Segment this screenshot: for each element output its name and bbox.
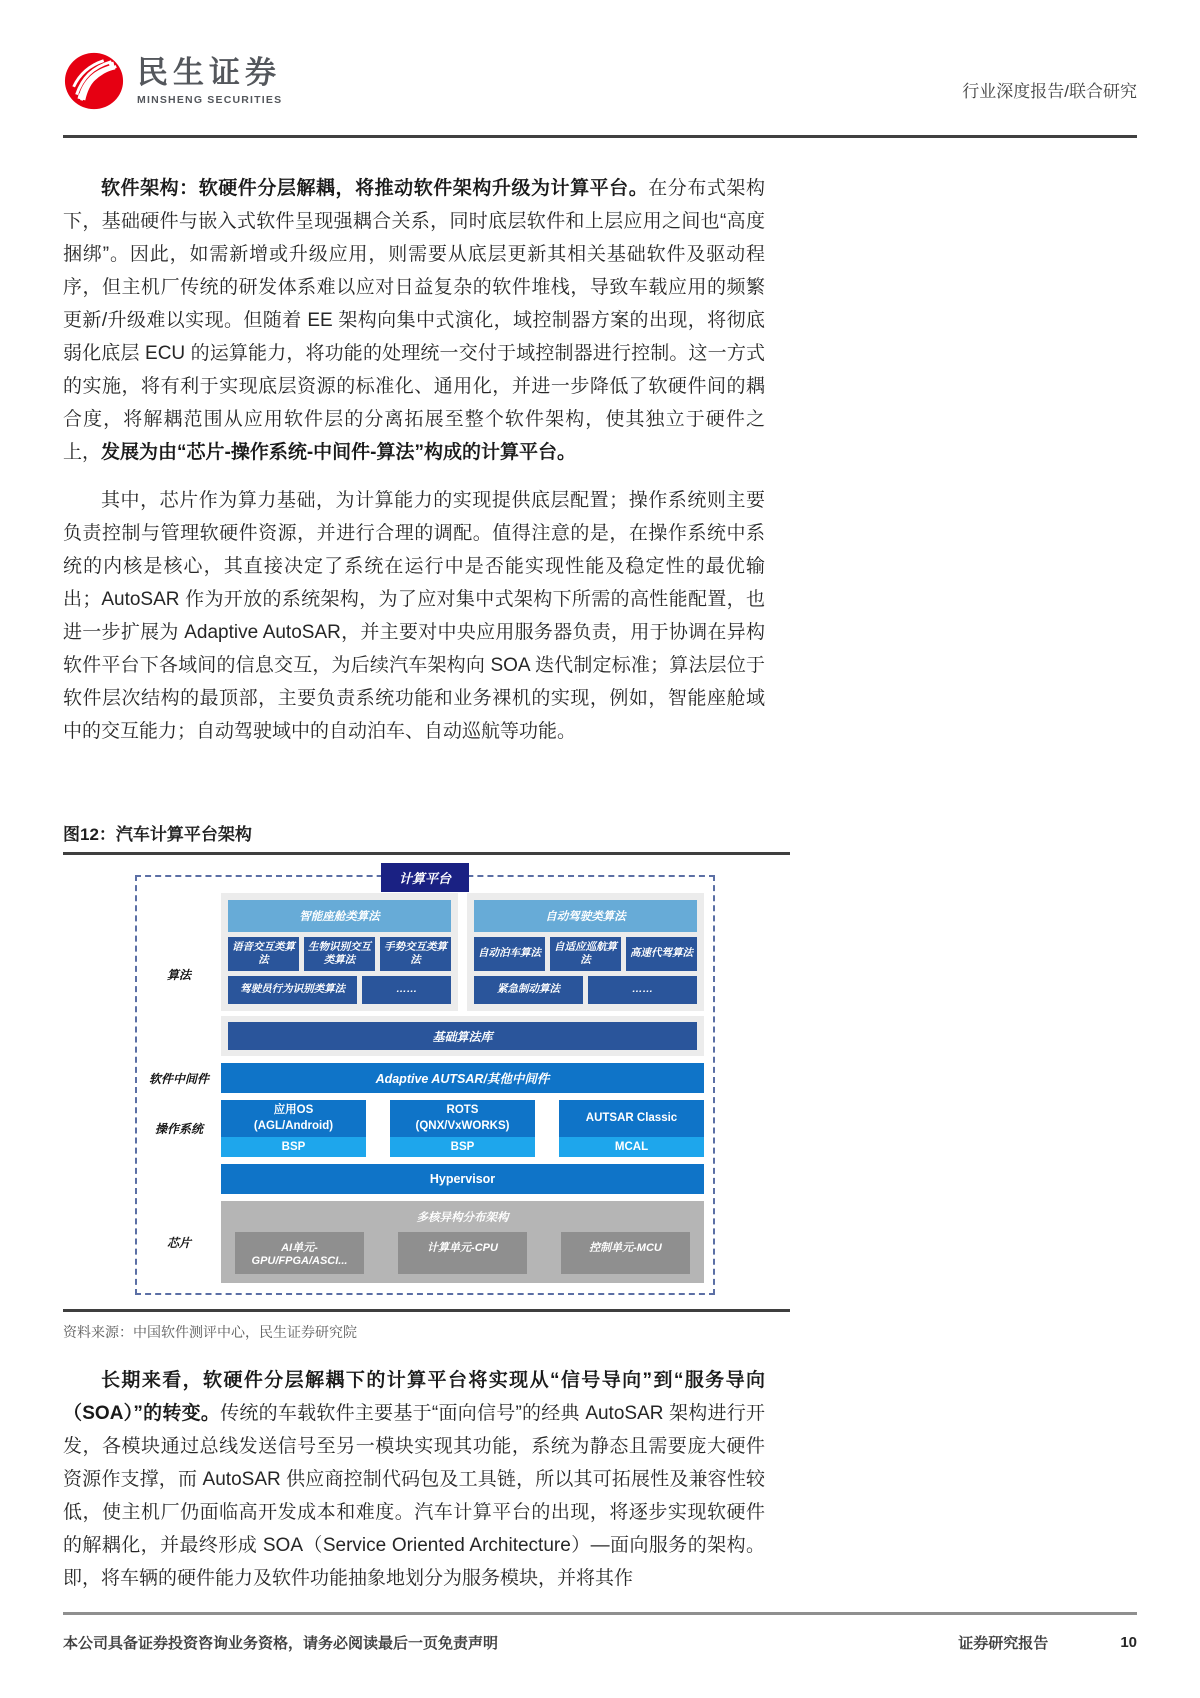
paragraph-1-bold-tail: 发展为由“芯片-操作系统-中间件-算法”构成的计算平台。 bbox=[101, 442, 576, 463]
os-name: 应用OS bbox=[273, 1104, 314, 1116]
footer-disclaimer: 本公司具备证券投资咨询业务资格，请务必阅读最后一页免责声明 bbox=[63, 1635, 499, 1652]
chip-panel bbox=[221, 1201, 704, 1283]
platform-dashed-box bbox=[135, 871, 715, 1295]
brand-name-cn: 民生证券 bbox=[137, 55, 281, 91]
header-divider bbox=[63, 135, 1137, 138]
platform-tag: 计算平台 bbox=[381, 863, 469, 892]
paragraph-3-bold-lead: 长期来看，软硬件分层解耦下的计算平台将实现从“信号导向”到“服务导向（SOA）”的转变。 bbox=[63, 1370, 765, 1425]
chip-panel-header: 多核异构分布架构 bbox=[416, 1212, 509, 1225]
cockpit-panel-header: 智能座舱类算法 bbox=[228, 900, 451, 932]
algorithm-row-label: 算法 bbox=[166, 968, 191, 982]
os-row-label: 操作系统 bbox=[154, 1122, 203, 1137]
os-stack-application bbox=[221, 1100, 366, 1157]
base-algorithm-library-bar: 基础算法库 bbox=[228, 1022, 697, 1050]
footer-report-label: 证券研究报告 bbox=[958, 1635, 1049, 1652]
hypervisor-section bbox=[137, 1164, 704, 1194]
chip-row-label: 芯片 bbox=[166, 1235, 191, 1250]
chip-unit-mcu: 控制单元-MCU bbox=[561, 1232, 690, 1274]
chip-unit-cpu: 计算单元-CPU bbox=[398, 1232, 527, 1274]
paragraph-2 bbox=[63, 484, 765, 748]
figure-title: 图12：汽车计算平台架构 bbox=[63, 825, 252, 844]
paragraph-3-body: 传统的车载软件主要基于“面向信号”的经典 AutoSAR 架构进行开发，各模块通过总线发送信号至另一模块实现其功能，系统为静态且需要庞大硬件资源作支撑，而 AutoSAR 供应商控制代码包及工具链，所以其可拓展性及兼容性较低，使主机厂仍面临高开发成本和难度。汽车计算平台的出现，将逐步实现软硬件的解耦化，并最终形成 SOA（Service Oriented Architecture）—面向服务的架构。即，将车辆的硬件能力及软件功能抽象地划分为服务模块，并将其作 bbox=[63, 1403, 765, 1590]
minsheng-logo bbox=[63, 50, 282, 112]
algorithm-box: 自适应巡航算法 bbox=[550, 937, 621, 971]
paragraph-1 bbox=[63, 172, 765, 469]
page-footer bbox=[63, 1632, 1137, 1653]
minsheng-logo-icon bbox=[63, 50, 125, 112]
page-header bbox=[63, 50, 1137, 112]
driving-algorithms-panel bbox=[467, 893, 704, 1011]
paragraph-1-body: 在分布式架构下，基础硬件与嵌入式软件呈现强耦合关系，同时底层软件和上层应用之间也“高度捆绑”。因此，如需新增或升级应用，则需要从底层更新其相关基础软件及驱动程序，但主机厂传统的研发体系难以应对日益复杂的软件堆栈，导致车载应用的频繁更新/升级难以实现。但随着 EE 架构向集中式演化，域控制器方案的出现，将彻底弱化底层 ECU 的运算能力，将功能的处理统一交付于域控制器进行控制。这一方式的实施，将有利于实现底层资源的标准化、通用化，并进一步降低了软硬件间的耦合度，将解耦范围从应用软件层的分离拓展至整个软件架构，使其独立于硬件之上， bbox=[63, 178, 765, 463]
os-name: ROTS bbox=[446, 1104, 479, 1116]
os-name: AUTSAR Classic bbox=[585, 1111, 678, 1124]
algorithm-box: 紧急制动算法 bbox=[474, 976, 583, 1004]
os-bsp-strip: BSP bbox=[221, 1137, 366, 1157]
algorithm-box: 自动泊车算法 bbox=[474, 937, 545, 971]
algorithm-section bbox=[137, 893, 704, 1056]
os-stack-rtos bbox=[390, 1100, 535, 1157]
figure-bottom-rule bbox=[63, 1309, 790, 1312]
os-detail: (AGL/Android) bbox=[253, 1119, 334, 1132]
footer-divider bbox=[63, 1612, 1137, 1615]
adaptive-autsar-bar: Adaptive AUTSAR/其他中间件 bbox=[221, 1063, 704, 1093]
brand-name-en: MINSHENG SECURITIES bbox=[137, 93, 283, 106]
os-section bbox=[137, 1100, 704, 1157]
paragraph-2-body: 其中，芯片作为算力基础，为计算能力的实现提供底层配置；操作系统则主要负责控制与管理软硬件资源，并进行合理的调配。值得注意的是，在操作系统中系统的内核是核心，其直接决定了系统在运行中是否能实现性能及稳定性的最优输出；AutoSAR 作为开放的系统架构，为了应对集中式架构下所需的高性能配置，也进一步扩展为 Adaptive AutoSAR，并主要对中央应用服务器负责，用于协调在异构软件平台下各域间的信息交互，为后续汽车架构向 SOA 迭代制定标准；算法层位于软件层次结构的最顶部，主要负责系统功能和业务裸机的实现，例如，智能座舱域中的交互能力；自动驾驶域中的自动泊车、自动巡航等功能。 bbox=[63, 490, 765, 742]
algorithm-box: …… bbox=[588, 976, 697, 1004]
report-type-label: 行业深度报告/联合研究 bbox=[962, 82, 1137, 101]
brand-text bbox=[137, 56, 282, 105]
hypervisor-bar: Hypervisor bbox=[221, 1164, 704, 1194]
chip-unit-ai: AI单元-GPU/FPGA/ASCI... bbox=[235, 1232, 364, 1274]
paragraph-1-bold-lead: 软件架构：软硬件分层解耦，将推动软件架构升级为计算平台。 bbox=[101, 178, 649, 199]
algorithm-box: 生物识别交互类算法 bbox=[304, 937, 375, 971]
computing-platform-diagram bbox=[63, 855, 790, 1309]
os-detail: (QNX/VxWORKS) bbox=[415, 1119, 510, 1132]
os-stack-autsar-classic bbox=[559, 1100, 704, 1157]
os-mcal-strip: MCAL bbox=[559, 1137, 704, 1157]
page-number: 10 bbox=[1120, 1634, 1137, 1651]
algorithm-box: 手势交互类算法 bbox=[380, 937, 451, 971]
algorithm-box: 语音交互类算法 bbox=[228, 937, 299, 971]
figure-source: 资料来源：中国软件测评中心，民生证券研究院 bbox=[63, 1324, 357, 1341]
middleware-row-label: 软件中间件 bbox=[148, 1071, 209, 1086]
cockpit-algorithms-panel bbox=[221, 893, 458, 1011]
os-bsp-strip: BSP bbox=[390, 1137, 535, 1157]
paragraph-3 bbox=[63, 1364, 765, 1595]
algorithm-box: 驾驶员行为识别类算法 bbox=[228, 976, 357, 1004]
algorithm-box: …… bbox=[362, 976, 451, 1004]
figure-12 bbox=[63, 820, 790, 1342]
driving-panel-header: 自动驾驶类算法 bbox=[474, 900, 697, 932]
page-content bbox=[63, 172, 765, 1610]
middleware-section bbox=[137, 1063, 704, 1093]
chip-section bbox=[137, 1201, 704, 1283]
algorithm-box: 高速代驾算法 bbox=[626, 937, 697, 971]
